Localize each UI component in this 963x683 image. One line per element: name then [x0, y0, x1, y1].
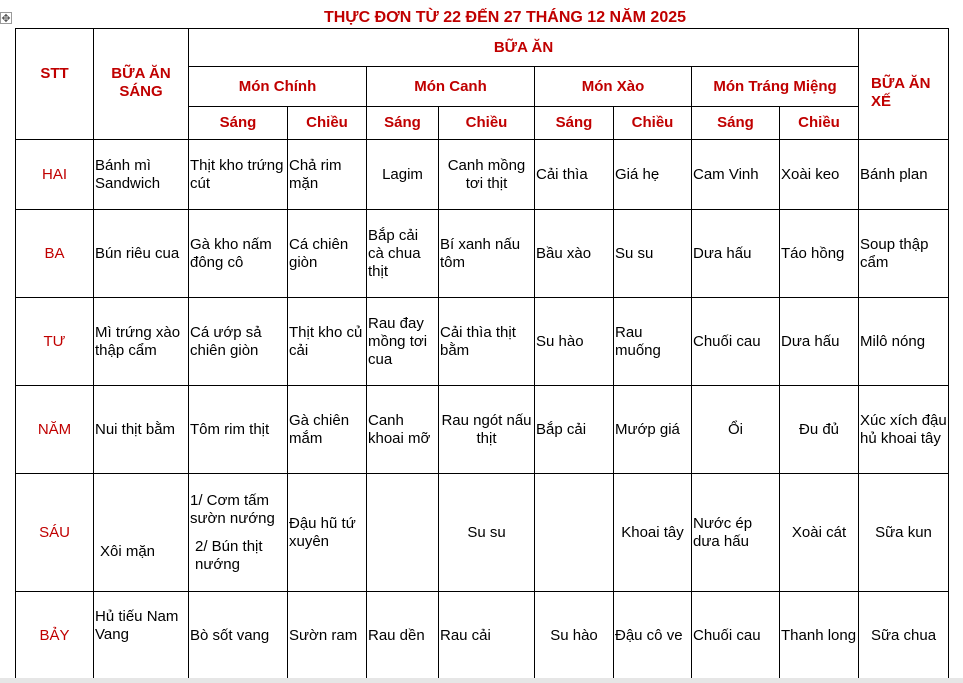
stir-fry-afternoon-cell: Su su	[614, 210, 692, 298]
menu-table	[15, 28, 949, 680]
dessert-afternoon-cell: Xoài cát	[780, 474, 859, 592]
header-soup: Món Canh	[367, 67, 535, 107]
dessert-morning-cell: Chuối cau	[692, 298, 780, 386]
header-stir-fry-morning: Sáng	[535, 107, 614, 140]
main-afternoon-cell: Cá chiên giòn	[288, 210, 367, 298]
breakfast-cell: Hủ tiếu Nam Vang	[94, 592, 189, 680]
header-breakfast: BỮA ĂN SÁNG	[94, 29, 189, 140]
soup-afternoon-cell: Canh mồng tơi thịt	[439, 140, 535, 210]
header-dessert-afternoon: Chiều	[780, 107, 859, 140]
stir-fry-afternoon-cell: Khoai tây	[614, 474, 692, 592]
day-cell: SÁU	[16, 474, 94, 592]
table-row	[16, 140, 949, 210]
soup-morning-cell: Rau đay mồng tơi cua	[367, 298, 439, 386]
day-cell: BẢY	[16, 592, 94, 680]
main-morning-cell: Cá ướp sả chiên giòn	[189, 298, 288, 386]
dessert-afternoon-cell: Xoài keo	[780, 140, 859, 210]
main-afternoon-cell: Thịt kho củ cải	[288, 298, 367, 386]
stir-fry-afternoon-cell: Mướp giá	[614, 386, 692, 474]
header-dessert: Món Tráng Miệng	[692, 67, 859, 107]
dessert-afternoon-cell: Dưa hấu	[780, 298, 859, 386]
dessert-morning-cell: Nước ép dưa hấu	[692, 474, 780, 592]
main-afternoon-cell: Đậu hũ tứ xuyên	[288, 474, 367, 592]
main-afternoon-cell: Chả rim mặn	[288, 140, 367, 210]
main-morning-cell: Gà kho nấm đông cô	[189, 210, 288, 298]
page-title: THỰC ĐƠN TỪ 22 ĐẾN 27 THÁNG 12 NĂM 2025	[323, 9, 687, 26]
stir-fry-morning-cell: Bầu xào	[535, 210, 614, 298]
main-morning-cell	[189, 474, 288, 592]
header-main-afternoon: Chiều	[288, 107, 367, 140]
breakfast-cell: Nui thịt bằm	[94, 386, 189, 474]
soup-morning-cell: Bắp cải cà chua thịt	[367, 210, 439, 298]
soup-afternoon-cell: Rau cải	[439, 592, 535, 680]
stir-fry-morning-cell	[535, 474, 614, 592]
dessert-morning-cell: Cam Vinh	[692, 140, 780, 210]
header-stir-fry: Món Xào	[535, 67, 692, 107]
day-cell: TƯ	[16, 298, 94, 386]
dessert-afternoon-cell: Đu đủ	[780, 386, 859, 474]
header-stt: STT	[16, 29, 94, 140]
day-cell: BA	[16, 210, 94, 298]
breakfast-cell: Xôi mặn	[94, 474, 189, 592]
header-main-dish: Món Chính	[189, 67, 367, 107]
header-dessert-morning: Sáng	[692, 107, 780, 140]
dessert-morning-cell: Chuối cau	[692, 592, 780, 680]
dessert-afternoon-cell: Thanh long	[780, 592, 859, 680]
table-row	[16, 474, 949, 592]
stir-fry-afternoon-cell: Giá hẹ	[614, 140, 692, 210]
breakfast-cell: Mì trứng xào thập cẩm	[94, 298, 189, 386]
soup-morning-cell	[367, 474, 439, 592]
snack-cell: Milô nóng	[859, 298, 949, 386]
dessert-afternoon-cell: Táo hồng	[780, 210, 859, 298]
breakfast-cell: Bánh mì Sandwich	[94, 140, 189, 210]
header-stir-fry-afternoon: Chiều	[614, 107, 692, 140]
soup-morning-cell: Canh khoai mỡ	[367, 386, 439, 474]
soup-morning-cell: Rau dền	[367, 592, 439, 680]
table-row	[16, 298, 949, 386]
snack-cell: Sữa chua	[859, 592, 949, 680]
table-row	[16, 592, 949, 680]
dessert-morning-cell: Ổi	[692, 386, 780, 474]
dessert-morning-cell: Dưa hấu	[692, 210, 780, 298]
day-cell: NĂM	[16, 386, 94, 474]
soup-afternoon-cell: Rau ngót nấu thịt	[439, 386, 535, 474]
stir-fry-morning-cell: Su hào	[535, 592, 614, 680]
main-morning-cell: Bò sốt vang	[189, 592, 288, 680]
stir-fry-morning-cell: Bắp cải	[535, 386, 614, 474]
header-main-morning: Sáng	[189, 107, 288, 140]
stir-fry-afternoon-cell: Rau muống	[614, 298, 692, 386]
snack-cell: Soup thập cẩm	[859, 210, 949, 298]
page-edge	[0, 678, 963, 683]
main-morning-option-2: 2/ Bún thịt nướng	[195, 537, 263, 573]
snack-cell: Xúc xích đậu hủ khoai tây	[859, 386, 949, 474]
header-soup-afternoon: Chiều	[439, 107, 535, 140]
main-afternoon-cell: Gà chiên mắm	[288, 386, 367, 474]
table-move-handle-icon[interactable]: ✥	[1, 13, 11, 25]
header-snack: BỮA ĂN XẾ	[859, 29, 949, 140]
day-cell: HAI	[16, 140, 94, 210]
table-row	[16, 386, 949, 474]
soup-afternoon-cell: Bí xanh nấu tôm	[439, 210, 535, 298]
header-soup-morning: Sáng	[367, 107, 439, 140]
soup-morning-cell: Lagim	[367, 140, 439, 210]
main-morning-option-1: 1/ Cơm tấm sườn nướng	[190, 491, 275, 527]
soup-afternoon-cell: Cải thìa thịt bằm	[439, 298, 535, 386]
snack-cell: Bánh plan	[859, 140, 949, 210]
stir-fry-morning-cell: Cải thìa	[535, 140, 614, 210]
main-afternoon-cell: Sườn ram	[288, 592, 367, 680]
header-meal-group: BỮA ĂN	[189, 29, 859, 67]
main-morning-cell: Tôm rim thịt	[189, 386, 288, 474]
snack-cell: Sữa kun	[859, 474, 949, 592]
stir-fry-morning-cell: Su hào	[535, 298, 614, 386]
stir-fry-afternoon-cell: Đậu cô ve	[614, 592, 692, 680]
soup-afternoon-cell: Su su	[439, 474, 535, 592]
table-row	[16, 210, 949, 298]
main-morning-cell: Thịt kho trứng cút	[189, 140, 288, 210]
breakfast-cell: Bún riêu cua	[94, 210, 189, 298]
